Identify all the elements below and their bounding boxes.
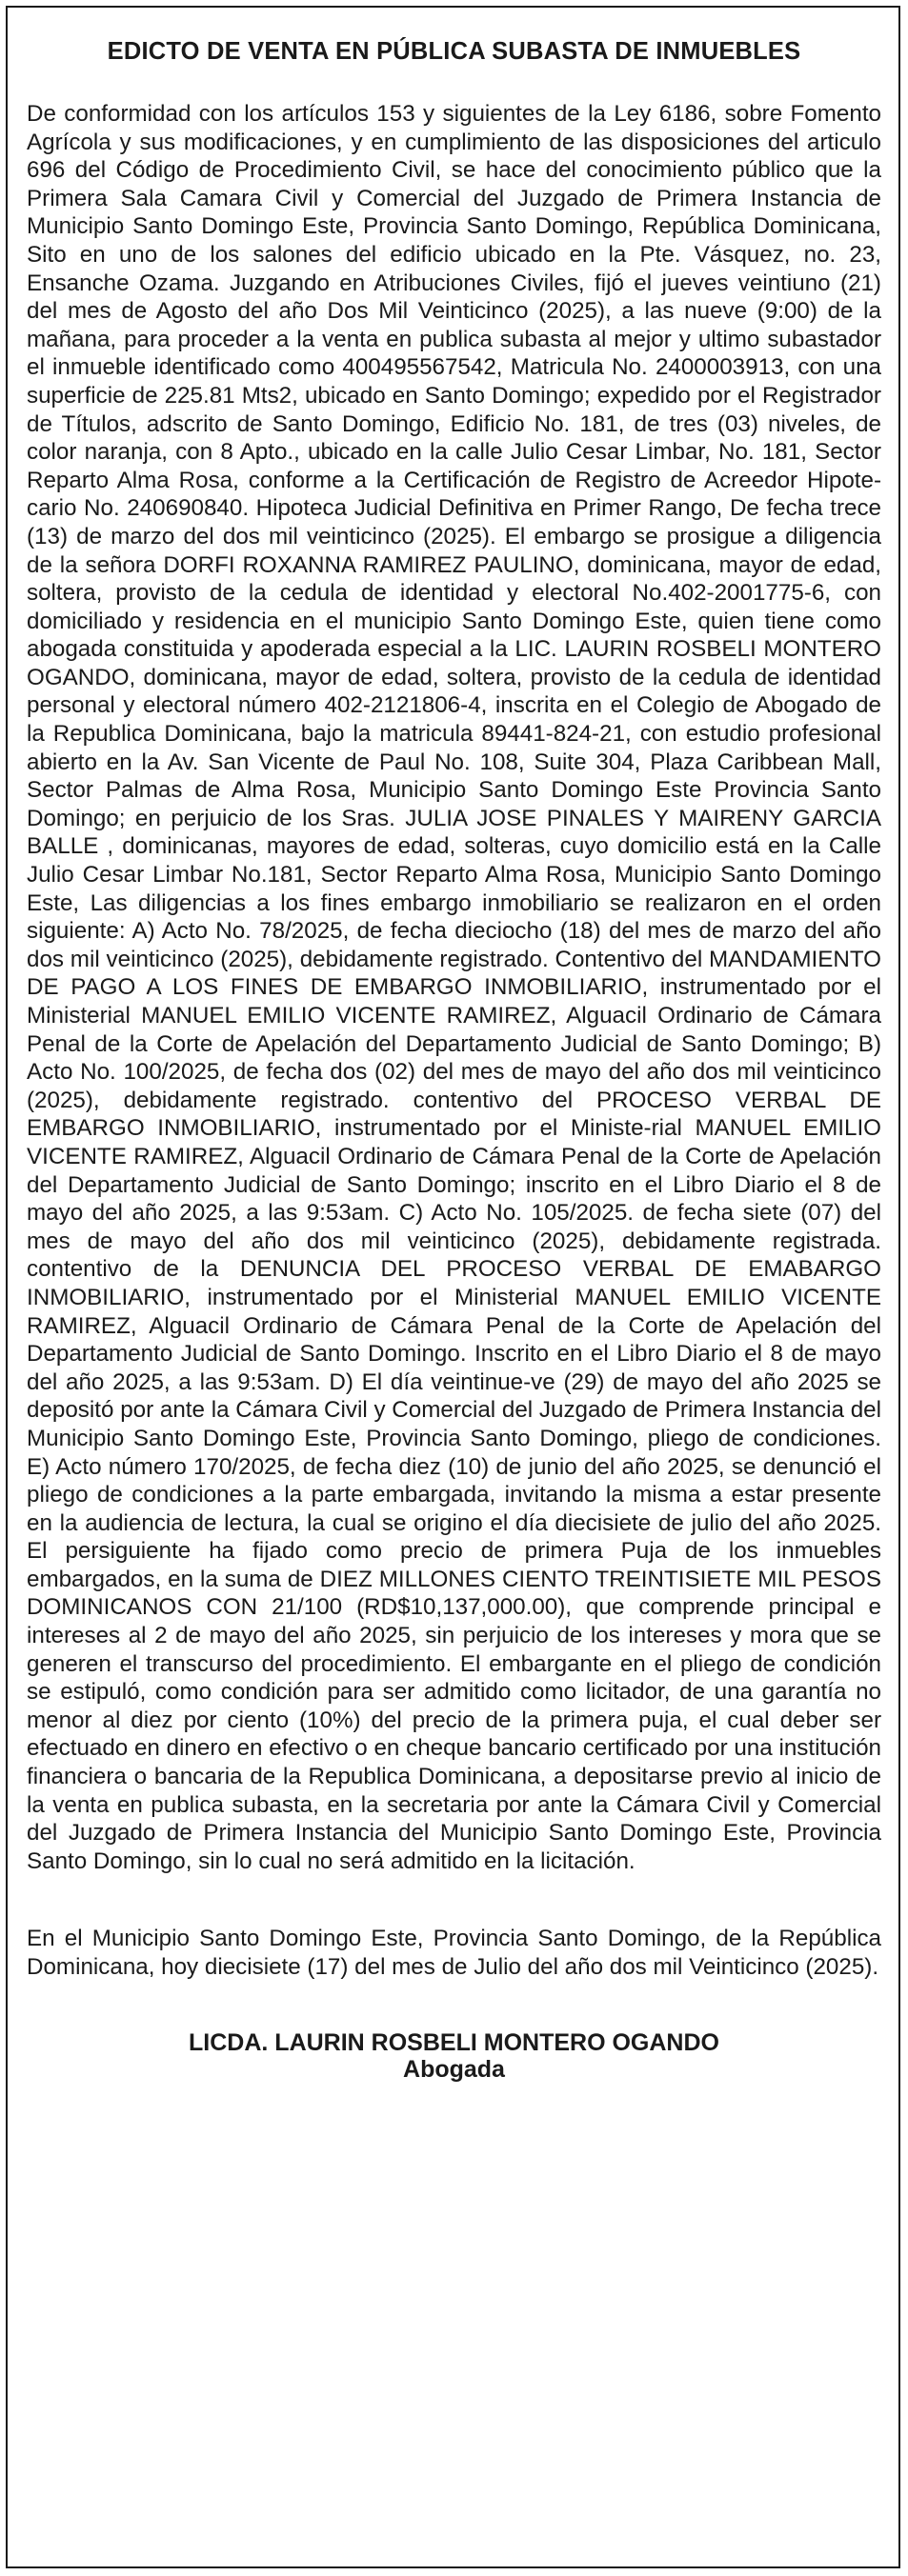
edict-document [27, 38, 881, 2083]
edict-closing-paragraph: En el Municipio Santo Domingo Este, Provincia Santo Domingo, de la República Dominicana, hoy diecisiete (17) del mes de Julio del año dos mil Veinticinco (2025). [27, 1926, 881, 1980]
edict-title: EDICTO DE VENTA EN PÚBLICA SUBASTA DE INMUEBLES [107, 38, 801, 65]
signature-block [27, 2029, 881, 2083]
signature-role: Abogada [403, 2055, 505, 2083]
signature-name: LICDA. LAURIN ROSBELI MONTERO OGANDO [189, 2028, 719, 2056]
edict-body-paragraph: De conformidad con los artículos 153 y siguientes de la Ley 6186, sobre Fomento Agrícola y sus modificaciones, y en cumplimiento de las disposiciones del articulo 696 del Código de Procedimiento Civil, se hace del conocimiento público que la Primera Sala Camara Civil y Comercial del Juzgado de Primera Instancia de Municipio Santo Domingo Este, Provincia Santo Domingo, República Dominicana, Sito en uno de los salones del edificio ubicado en la Pte. Vásquez, no. 23, Ensanche Ozama. Juzgando en Atribuciones Civiles, fijó el jueves veintiuno (21) del mes de Agosto del año Dos Mil Veinticinco (2025), a las nueve (9:00) de la mañana, para proceder a la venta en publica subasta al mejor y ultimo subastador el inmueble identificado como 400495567542, Matricula No. 2400003913, con una superficie de 225.81 Mts2, ubicado en Santo Domingo; expedido por el Registrador de Títulos, adscrito de Santo Domingo, Edificio No. 181, de tres (03) niveles, de color naranja, con 8 Apto., ubicado en la calle Julio Cesar Limbar, No. 181, Sector Reparto Alma Rosa, conforme a la Certificación de Registro de Acreedor Hipote-cario No. 240690840. Hipoteca Judicial Definitiva en Primer Rango, De fecha trece (13) de marzo del dos mil veinticinco (2025). El embargo se prosigue a diligencia de la señora DORFI ROXANNA RAMIREZ PAULINO, dominicana, mayor de edad, soltera, provisto de la cedula de identidad y electoral No.402-2001775-6, con domiciliado y residencia en el municipio Santo Domingo Este, quien tiene como abogada constituida y apoderada especial a la LIC. LAURIN ROSBELI MONTERO OGANDO, dominicana, mayor de edad, soltera, provisto de la cedula de identidad personal y electoral número 402-2121806-4, inscrita en el Colegio de Abogado de la Republica Dominicana, bajo la matricula 89441-824-21, con estudio profesional abierto en la Av. San Vicente de Paul No. 108, Suite 304, Plaza Caribbean Mall, Sector Palmas de Alma Rosa, Municipio Santo Domingo Este Provincia Santo Domingo; en perjuicio de los Sras. JULIA JOSE PINALES Y MAIRENY GARCIA BALLE , dominicanas, mayores de edad, solteras, cuyo domicilio está en la Calle Julio Cesar Limbar No.181, Sector Reparto Alma Rosa, Municipio Santo Domingo Este, Las diligencias a los fines embargo inmobiliario se realizaron en el orden siguiente: A) Acto No. 78/2025, de fecha dieciocho (18) del mes de marzo del año dos mil veinticinco (2025), debidamente registrado. Contentivo del MANDAMIENTO DE PAGO A LOS FINES DE EMBARGO INMOBILIARIO, instrumentado por el Ministerial MANUEL EMILIO VICENTE RAMIREZ, Alguacil Ordinario de Cámara Penal de la Corte de Apelación del Departamento Judicial de Santo Domingo; B) Acto No. 100/2025, de fecha dos (02) del mes de mayo del año dos mil veinticinco (2025), debidamente registrado. contentivo del PROCESO VERBAL DE EMBARGO INMOBILIARIO, instrumentado por el Ministe-rial MANUEL EMILIO VICENTE RAMIREZ, Alguacil Ordinario de Cámara Penal de la Corte de Apelación del Departamento Judicial de Santo Domingo; inscrito en el Libro Diario el 8 de mayo del año 2025, a las 9:53am. C) Acto No. 105/2025. de fecha siete (07) del mes de mayo del año dos mil veinticinco (2025), debidamente registrada. contentivo de la DENUNCIA DEL PROCESO VERBAL DE EMABARGO INMOBILIARIO, instrumentado por el Ministerial MANUEL EMILIO VICENTE RAMIREZ, Alguacil Ordinario de Cámara Penal de la Corte de Apelación del Departamento Judicial de Santo Domingo. Inscrito en el Libro Diario el 8 de mayo del año 2025, a las 9:53am. D) El día veintinue-ve (29) de mayo del año 2025 se depositó por ante la Cámara Civil y Comercial del Juzgado de Primera Instancia del Municipio Santo Domingo Este, Provincia Santo Domingo, pliego de condiciones. E) Acto número 170/2025, de fecha diez (10) de junio del año 2025, se denunció el pliego de condiciones a la parte embargada, invitando la misma a estar presente en la audiencia de lectura, la cual se origino el día diecisiete de julio del año 2025. El persiguiente ha fijado como precio de primera Puja de los inmuebles embargados, en la suma de DIEZ MILLONES CIENTO TREINTISIETE MIL PESOS DOMINICANOS CON 21/100 (RD$10,137,000.00), que comprende principal e intereses al 2 de mayo del año 2025, sin perjuicio de los intereses y mora que se generen el transcurso del procedimiento. El embargante en el pliego de condición se estipuló, como condición para ser admitido como licitador, de una garantía no menor al diez por ciento (10%) del precio de la primera puja, el cual deber ser efectuado en dinero en efectivo o en cheque bancario certificado por una institución financiera o bancaria de la Republica Dominicana, a depositarse previo al inicio de la venta en publica subasta, en la secretaria por ante la Cámara Civil y Comercial del Juzgado de Primera Instancia del Municipio Santo Domingo Este, Provincia Santo Domingo, sin lo cual no será admitido en la licitación. [27, 101, 881, 1874]
